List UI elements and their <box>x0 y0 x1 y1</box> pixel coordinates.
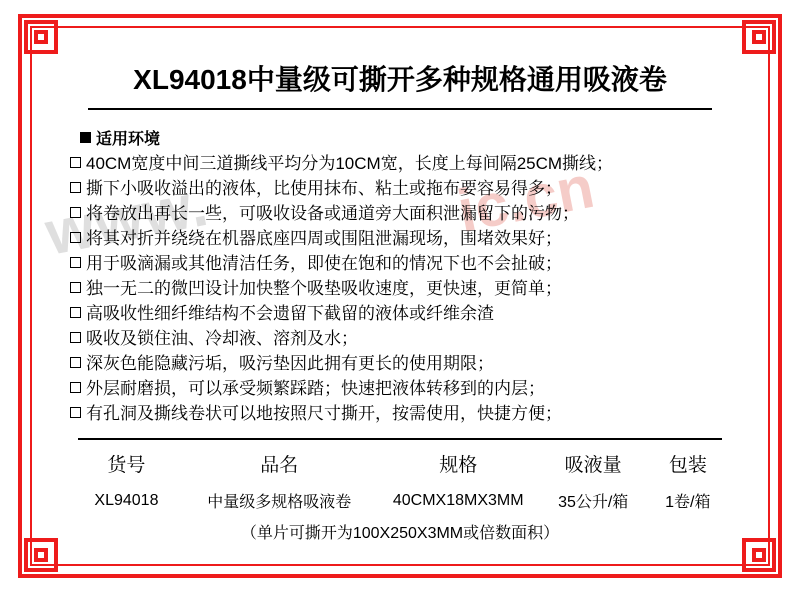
list-item <box>70 251 754 276</box>
cell-absorbency: 35公升/箱 <box>558 494 629 511</box>
spec-table <box>70 444 730 516</box>
open-square-icon <box>70 307 81 318</box>
section-heading-label: 适用环境 <box>96 131 161 148</box>
list-item-label: 将其对折并绕绕在机器底座四周或围阻泄漏现场，围堵效果好； <box>86 229 562 248</box>
list-item-label: 高吸收性细纤维结构不会遗留下截留的液体或纤维余渣 <box>86 304 494 323</box>
list-item-label: 40CM宽度中间三道撕线平均分为10CM宽，长度上每间隔25CM撕线； <box>86 154 614 173</box>
open-square-icon <box>70 232 81 243</box>
open-square-icon <box>70 207 81 218</box>
watermark-latin-text: www. <box>40 169 214 269</box>
list-item-label: 用于吸滴漏或其他清洁任务，即使在饱和的情况下也不会扯破； <box>86 254 562 273</box>
list-item-label: 撕下小吸收溢出的液体，比使用抹布、粘土或拖布要容易得多； <box>86 179 562 198</box>
filled-square-icon <box>80 132 91 143</box>
list-item <box>70 376 754 401</box>
list-item-label: 吸收及锁住油、冷却液、溶剂及水； <box>86 329 358 348</box>
list-item-label: 独一无二的微凹设计加快整个吸垫吸收速度，更快速，更简单； <box>86 279 562 298</box>
list-item-label: 外层耐磨损，可以承受频繁踩踏；快速把液体转移到的内层； <box>86 379 545 398</box>
open-square-icon <box>70 382 81 393</box>
section-heading <box>80 126 754 149</box>
title-divider <box>88 108 712 110</box>
list-item-label: 深灰色能隐藏污垢，吸污垫因此拥有更长的使用期限； <box>86 354 494 373</box>
list-item <box>70 351 754 376</box>
open-square-icon <box>70 182 81 193</box>
spec-note: （单片可撕开为100X250X3MM或倍数面积） <box>240 525 560 542</box>
document-content <box>46 40 754 552</box>
table-header-row <box>70 444 730 485</box>
list-item <box>70 151 754 176</box>
open-square-icon <box>70 282 81 293</box>
table-row <box>70 485 730 516</box>
page-title: XL94018中量级可撕开多种规格通用吸液卷 <box>133 64 667 95</box>
open-square-icon <box>70 332 81 343</box>
cell-item-code: XL94018 <box>94 491 159 509</box>
cell-specification: 40CMX18MX3MM <box>392 491 524 509</box>
spec-divider <box>78 438 722 440</box>
list-item <box>70 401 754 426</box>
list-item <box>70 176 754 201</box>
open-square-icon <box>70 157 81 168</box>
column-header-specification: 规格 <box>439 455 478 476</box>
column-header-absorbency: 吸液量 <box>564 455 622 476</box>
watermark-chinese-text: ic.cn <box>452 152 600 245</box>
cell-product-name: 中量级多规格吸液卷 <box>207 494 352 511</box>
open-square-icon <box>70 257 81 268</box>
list-item <box>70 201 754 226</box>
cell-packaging: 1卷/箱 <box>665 494 711 511</box>
column-header-product-name: 品名 <box>260 455 299 476</box>
open-square-icon <box>70 407 81 418</box>
column-header-packaging: 包装 <box>668 455 707 476</box>
list-item <box>70 301 754 326</box>
column-header-item-code: 货号 <box>107 455 146 476</box>
list-item <box>70 276 754 301</box>
open-square-icon <box>70 357 81 368</box>
bullet-list <box>70 151 754 426</box>
list-item-label: 有孔洞及撕线卷状可以地按照尺寸撕开，按需使用，快捷方便； <box>86 404 562 423</box>
list-item <box>70 226 754 251</box>
list-item <box>70 326 754 351</box>
list-item-label: 将卷放出再长一些，可吸收设备或通道旁大面积泄漏留下的污物； <box>86 204 579 223</box>
